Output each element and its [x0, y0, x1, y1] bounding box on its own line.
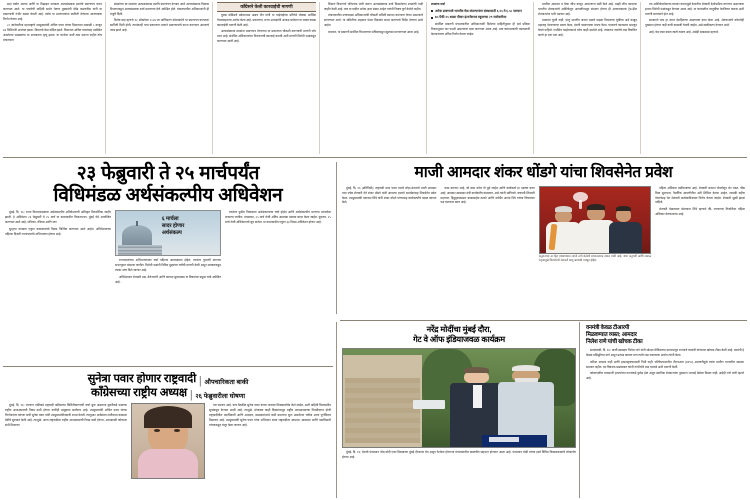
modi-headline-line1: नरेंद्र मोदींचा मुंबई दौरा, [426, 325, 492, 334]
headline-separator: | [199, 373, 202, 388]
modi-mumbai-story [340, 322, 578, 498]
list-item: अनेक प्रमाणपत्रे भारतीय वेळ संपल्यानंतर संस्थासाठी ६.२५ ते ६.५८ दरम्यान [431, 9, 530, 14]
paragraph: संस्थांच्या ज्ञा शाळांना अल्पसंख्याक दर्जाचे प्रमाणपत्र देण्यात आले अल्पसंख्याक विकास विभागाकडून अल्पसंख्याक दर्जा प्रमाणपत्र देणे अपेक्षित होते. मंत्रालयातील अधिकाऱ्यांनी ही मंजुरी दिली. [110, 2, 209, 16]
dhondge-photo-col [539, 186, 651, 263]
rane-headline-line3: निलेश राणे यांची खोचक टीका [586, 338, 643, 345]
sunetra-col-2 [209, 403, 331, 479]
paragraph: २८ जानेवारीला महाराष्ट्राचे उपमुख्यमंत्री अजित पवार यांच्या विमानाला सकाळी ८ वाजून ४६ मिनिटांनी अपघात झाला. विमानचे केस मोडित झाले. विमानात अजित पवारांसह उपस्थित असलेल्या समळ्यांचा या अपघातात मृत्यू झाला. या घटनेला कधी तास उलटत नाहीत तोच मंत्रालयात [3, 23, 102, 43]
top-column-1 [3, 2, 106, 154]
paragraph: कोकणातील वन्यप्राणी हल्ल्यांच्या घटनांकडे दुर्लक्ष होत असून स्थानिक शेतकऱ्यांना नुकसान भरपाई वेळेवर मिळत नाही, असेही राणे यांनी म्हटले आहे. [586, 371, 744, 381]
budget-headline-block [3, 160, 333, 210]
paragraph: मुंबई, दि. १६: राज्य विधानमंडळाचा अर्थसंकल्पीय अधिवेशनाची अधिकृत दिनदर्शिका जाहीर झाली. हे अधिवेशन २३ फेब्रुवारी ते २५ मार्च या कालावधीत विधानभवन, मुंबई येथे आयोजित करण्यात आले आहे. शनिवार, रविवार आणि सण [5, 210, 111, 225]
kicker-text [431, 2, 530, 7]
article-body [110, 2, 209, 33]
top-column-4 [324, 2, 427, 154]
modi-headline-line2: गेट वे ऑफ इंडियाजवळ कार्यक्रम [413, 334, 505, 344]
inset-caption-line3: अर्थसंकल्प [161, 230, 182, 237]
paragraph: मुंबई, दि. १६: राज्यात एकीकडे राष्ट्रवादी काँग्रेसच्या विलिनीकरणाची चर्चा सुरू असताना दुसरीकडे पक्षाच्या राष्ट्रीय अध्यक्षपदाची निवड कधी होणार याचीही उत्सुकता सर्वांनाच आहे. उपमुख्यमंत्री अजित पवार यांच्या निर्णयानंतर त्यांच्या पत्नी सुनेत्रा पवार यांनी उपमुख्यमंत्रीपदाची शपथ घेतली. त्यानुसार, सर्वसंमत राजीनामा कामाला देवीचे सुरुवात केली आहे. त्यामुळे, आता राष्ट्रवादीला राष्ट्रीय अध्यक्षपदाची निवड कधी होणार, अध्यक्षपदी कोणाला संधी मिळणार [5, 403, 127, 427]
paragraph: युवक काँग्रेसचे प्रदेशाध्यक्ष अक्षय जैन यांनी या पाईपाईच्या प्रतिनेने मोक्का आर्थिक गैरव्यवहाराचा आरोप केला आहे. प्रकरणात, राज्य अध्यक्षांनी अध्यक्ष प्रयोजन या व्यक्त कडक कारवाईची मागणी केली आहे. [217, 13, 316, 27]
stage-logo-stem-icon [579, 200, 581, 209]
paragraph: पहिला अधिकार बळीराजाचा आहे. शेतकरी सन्मान योजनेतून थेट मदत, पीक विमा सुलभता, नैसर्गिक आपत्तीतील अटी शिथिल केल्या आहेत. लाडकी बहीण योजनेसह थेट शेतकरी कर्जमाफीबाबत निर्णय घेतला जाईल. शेतकरी सुखी झाला पाहिजे. [655, 185, 745, 205]
sunetra-pawar-story [3, 372, 333, 498]
paragraph: त्यानंतर पुढील विकासात अर्थसंकल्पाचा चर्चा होईल आणि अर्थसंकल्पीय मागण्या मान्यतेला टाकल्या जातील. मंगळवार, २५ मार्च रोजी अंतिम आठवडा प्रस्ताव सादर केला जाईल. बुधवार, २५ मार्च रोजी अधिवेशनाचे सूप वाजेल. या कालावधीत एकूण ३३ दिवस अधिवेशन होणार आहे. [225, 210, 331, 225]
modi-macron-photo [342, 348, 576, 448]
bullet-list [431, 9, 530, 20]
budget-session-story [3, 160, 333, 316]
paragraph: पार पडणार आहे. याच बैठकीत सुनेत्रा पवार यांच्या नावावर शिक्कामोर्तब केले जाईल, अशी माहिती विश्वसनीय सूत्रांकडून देण्यात आली आहे. त्यामुळे, मोजक्या काही दिवसांपासून राष्ट्रीय अध्यक्षपदाच्या निवडीवरून होणी राष्ट्रवादीतील पदाधिकारी आणि आमदार, खासदारांमध्ये कधी प्रमाणात सुरू असलेल्या चर्चेला आता पूर्णविराम मिळणार आहे. उपमुख्यमंत्री सुनेत्रा पवार यांचा अभिनंदन ठराव राष्ट्रवादीला आमदार, खासदार आणि पदाधिकारी यांच्याकडून मंजूर केला जाणार आहे. [209, 403, 331, 427]
dhondge-headline: माजी आमदार शंकर धोंडगे यांचा शिवसेनेत प्रवेश [414, 164, 673, 181]
rane-headline-line1: वनमंत्री केवळ टीआरपी [586, 325, 630, 331]
bottom-left-divider-rule [3, 366, 333, 367]
paragraph: संबंधित प्रकरणी मंत्रालयातील अधिकाऱ्यांनी दिलेल्या माहितीनुसार ही सर्व प्रक्रिया नियमानुसार पार पडली असल्याचा दावा करण्यात आला आहे. मात्र कागदपत्रांची पडताळणी केल्यानंतरच अंतिम निर्णय घेतला जाईल. [431, 22, 530, 37]
paragraph: शेतकरी मेळाव्यात बोलताना शिंदे म्हणाले की, राज्याच्या तिजोरीवर पहिला अधिकार शेतकऱ्याचा आहे. [655, 206, 745, 216]
page-title-line2: विधिमंडळ अर्थसंकल्पीय अधिवेशन [53, 184, 283, 206]
vidhan-bhavan-photo [115, 210, 221, 256]
bottom-mid-divider-rule [340, 320, 747, 321]
macron-hair [464, 367, 490, 373]
assembly-dome-shape [122, 225, 152, 245]
dhondge-entry-story [340, 160, 747, 316]
section-headline-congress: काँग्रेसने केली कारवाईची मागणी [217, 2, 316, 12]
budget-col-1 [5, 210, 111, 284]
rane-headline-line2: मिळवण्यात व्यस्त; आमदार [586, 331, 637, 338]
assembly-steps-shape [118, 245, 162, 255]
macron-shirt [473, 385, 482, 409]
middle-news-band [0, 160, 750, 318]
bottom-vertical-rule-2 [579, 322, 580, 498]
list-item: ७५ पैकी २५ शाळा पीवार इंटरनॅशनल स्कूलच्या २९ जानेवारीला [431, 15, 530, 20]
person-torso [609, 222, 642, 253]
modi-hair [512, 365, 540, 371]
clothing-shape [138, 449, 198, 479]
sunetra-headline-row-2 [5, 387, 331, 400]
shankar-dhondge-shiv-sena-entry-photo [539, 186, 651, 254]
dhondge-col-2 [440, 186, 534, 263]
paragraph: याबाबत चुप्पी नाही. परंतु भारतीय जनता पक्षाने माझ्या विधानाचा चुकीचा अर्थ काढून महाराष्ट्र पेटवण्याचा प्रयत्न केला, दंगली घडवण्याचा प्रयत्न केला. यामागचे कारस्थान समजून घेतले पाहिजे. एपस्टिन फाईलनमध्ये बरेच काही दडलेले आहे, त्यावरून जनतेचे लक्ष विचलित करणे हा एक भाग आहे. [538, 18, 637, 38]
paragraph: विशेष बाब म्हणजे १२ ऑक्टोबर २०२४ ला मार्गिकरण कोलकाटेने या प्रमाणपत्र वाटपाला स्थगिती दिली होती. त्यानंतरही याच प्रकरणात नव्याने प्रमाणपत्रांचे वाटप करण्यात आल्याचे उघड झाले आहे. [110, 18, 209, 33]
building-windows [345, 378, 419, 443]
paragraph: मुंबई, दि. १६: देशाचे पंतप्रधान नरेंद्र मोदी एका दिवसाच्या मुंबई दौऱ्यावर येत असून गेटवेला होणाऱ्या मंत्रालयातील वास्तवीत सहभाग होण्यात आला आहे. पंतप्रधान मोदी यांच्या हस्ते विविध विकासकामांचे लोकार्पण होणार आहे. [342, 449, 576, 459]
paragraph: शिक्षण विभागाने परिपत्रक जारी करून अल्पसंख्याक दर्जा मिळालेल्या शाळांची यादी जाहीर केली आहे. मात्र या यादीत अनेक अशा संस्था आहेत ज्यांनी निकष पूर्ण केलेले नाहीत. [324, 2, 423, 11]
banner-text-block [489, 437, 519, 442]
sunetra-headline-line1: सुनेत्रा पवार होणार राष्ट्रवादी [87, 373, 196, 385]
top-column-5 [431, 2, 534, 154]
person-hair [587, 204, 605, 210]
article-body [538, 2, 637, 38]
article-body [324, 2, 423, 35]
sunetra-headline-line2: काँग्रेसच्या राष्ट्रीय अध्यक्ष [91, 387, 187, 400]
article-body [431, 22, 530, 37]
headline-separator: | [189, 387, 193, 402]
inset-caption-line1: ६ मार्चला [161, 216, 179, 223]
paragraph: फॉरेस्ट आपला नाही आणि इन्फ्रास्ट्रक्चरसाठी निधी नाही. पश्चिमघाटातील टीएफआर (DFO) अडचणीमुळे त्यांना ग्रामीण भागातील समस्या समजत नाहीत. वन विषयक प्रश्नांबाबत त्यांनी गांभीर्याने लक्ष घालावे अशी मागणी केली. [586, 359, 744, 369]
middle-vertical-rule [336, 162, 337, 314]
sunetra-col-1 [5, 403, 127, 479]
photo-caption: अनुमतच्या अोहेत माध्यमाघात त्यांनी उभी केलेली संघटनात्मक ताकद मोठी आहे. जशा अनुभवी आणि लढाऊ नेतृत्वामुळे शिवसेनेची शेतकरी बाजू आणखी मजबूत होईल. [538, 253, 652, 262]
dhondge-col-1 [342, 186, 436, 263]
band-divider-rule [3, 157, 747, 158]
sunetra-photo-col [131, 403, 205, 479]
sunetra-pawar-portrait [131, 403, 205, 479]
inset-caption [162, 216, 218, 237]
paragraph: राज्यपालांच्या अभिभाषणावर चर्चा पहिल्या आठवड्यात होईल. त्यानंतर पुरवणी मागण्या सभागृहात मांडल्या जातील. विरोधी पक्षांनी विविध मुद्द्यांवर चर्चेची मागणी केली असून सरकारकडून त्यावर उत्तर दिले जाणार आहे. [115, 258, 221, 273]
article-body [645, 2, 744, 35]
paragraph: मंत्रालयातील उच्चपदस्थ अधिकाऱ्यांची चौकशी समिती स्थापन करण्यात येणार असल्याचे सांगण्यात आले. या समितीचा अहवाल पंधरा दिवसांत सादर करण्याचे निर्देश देण्यात आले आहेत. [324, 13, 423, 28]
article-body [3, 2, 102, 43]
paragraph: सावंतवाडी, दि. १६: माजी खासदार निलेश राणे यांनी सोशल मीडियाच्या माध्यमातून राज्याचे वनमंत्री यांच्यावर खोचक टीका केली आहे. वनमंत्री हे केवळ प्रसिद्धीच्या मागे असून प्रत्यक्ष कामात मात्र त्यांचे लक्ष नसल्याचा आरोप त्यांनी केला. [586, 348, 744, 358]
bottom-news-band [0, 320, 750, 500]
sunetra-subhead-line1: औपचारिकता बाकी [204, 379, 249, 387]
paragraph: मुंबई, दि. १६ (प्रतिनिधी): राष्ट्रवादी शरद पवार गटाचे लोहा-कंधारचे माजी आमदार तथा ज्येष्ठ शेतकरी नेते शंकर धोंडगे यांनी आपल्या हजारो समर्थकांसह शिवसेनेत प्रवेश केला. उपमुख्यमंत्री एकनाथ शिंदे यांनी शंकर धोंडगे यांच्यासह कार्यकर्त्यांचे पक्षात स्वागत केले. [342, 185, 437, 205]
paragraph: अल्पसंख्याक शाळांना प्रमाणपत्र देण्याच्या या प्रकरणात चौकशी करण्याची मागणी जोर धरत आहे. संबंधित अधिकाऱ्यांवर निलंबनाची कारवाई करावी अशी मागणी विरोधी पक्षांकडून करण्यात आली आहे. [217, 29, 316, 44]
top-news-band [0, 0, 750, 157]
budget-col-3 [225, 210, 331, 284]
kicker: शाळांना दर्जा [431, 2, 445, 6]
paragraph: सुट्ट्या वगळता एकूण कामकाजाचे दिवस निश्चित करण्यात आले आहेत. अधिवेशनाच्या पहिल्या दिवशी राज्यपालांचे अभिभाषण होणार आहे. [5, 226, 111, 236]
top-column-6 [538, 2, 641, 154]
sunetra-subhead-line2: २६ फेब्रुवारीला घोषणा [195, 393, 245, 401]
top-column-2 [110, 2, 213, 154]
top-column-7 [645, 2, 747, 154]
paragraph: सरकारने मात्र हा करार देशहिताचा असल्याचा दावा केला आहे. शेतकऱ्यांचे कोणतेही नुकसान होणार नाही याची काळजी घेतली जाईल, असे स्पष्टीकरण देण्यात आले. [645, 18, 744, 28]
paragraph: अधिवेशनात शेतकरी प्रश्न, बेरोजगारी आणि कायदा सुव्यवस्था या विषयांवर प्रमुख चर्चा अपेक्षित आहे. [115, 274, 221, 284]
person-hair [555, 206, 572, 212]
top-column-3 [217, 2, 320, 154]
paragraph: माजीना आमदार व नेत्या जीभ कापून आपल्याना बळी केले आहे. माझी जीभ कापल्या भारतीय शेतकऱ्यांचे अमेरिकेतून आयातीपासून संरक्षण होणार ही अन्यायकारक ट्रेड-डील शेतकऱ्यांना भारी पडणार आहे. [538, 2, 637, 16]
budget-col-2 [115, 210, 221, 284]
nilesh-rane-story [583, 322, 747, 498]
budget-inset-block [115, 210, 221, 256]
article-body [217, 13, 316, 44]
paragraph: त्या अमेरिकेबरोबरचा व्यापार करारामुळे देशातील शेतकरी देशोधडीला लागणार असल्याचा इशारा विरोधी पक्षांकडून देण्यात आला आहे. या करारातील तरतुदींचा फेरविचार करावा अशी मागणी सातत्याने होत आहे. [645, 2, 744, 16]
inset-caption-line2: सादर होणार [161, 223, 185, 230]
sunetra-headline-row-1 [5, 373, 331, 386]
paragraph: काम करणार आहे, जो काम करेल तो पुढे जाईल आणि कार्यकर्ता हा पक्षाचा कणा आहे; आमदार-खासदार-मंत्री कार्यकर्तेच घडवतात, असे त्यांनी सांगितले. छत्रपती शिवाजी महाराज, हिंदुहृदयसम्राट बाळासाहेब ठाकरे आणि धर्मवीर आनंद दिघे यांच्या विचारांवर पक्ष वाटचाल करत आहे. [440, 185, 535, 205]
dhondge-side-col [655, 186, 745, 263]
paragraph: आहे, चंद्र जसा वाढत जातो तसाच आहे. असेही सकळाळ म्हणाले. [649, 29, 719, 34]
bottom-vertical-rule-1 [336, 322, 337, 498]
background-sign [413, 400, 445, 410]
page-title: २३ फेब्रुवारी ते २५ मार्चपर्यंत [76, 163, 260, 184]
paragraph: सहा वर्षात आल्या आणि या डिझाइन सरकला अल्पसंख्याक इतरांचे प्रमाणपत्र वाटप करण्यात आले. या पत्रानेची माहिती समोर येताच मुख्यमंत्री देवेंद्र फडणवीस यांनी या प्रकरणाची गंभीर दखल घेतली आहे. तसेच या प्रमाणपत्रांना स्थगिती देण्याचा आजच्याचा निर्णय घेतला आहे. [3, 2, 102, 21]
hair-shape [144, 406, 193, 428]
person-hair [616, 206, 631, 211]
paragraph: दरम्यान, या प्रकरणी संबंधित विभागाच्या सचिवांकडून खुलासा मागवण्यात आला आहे. [328, 29, 420, 34]
